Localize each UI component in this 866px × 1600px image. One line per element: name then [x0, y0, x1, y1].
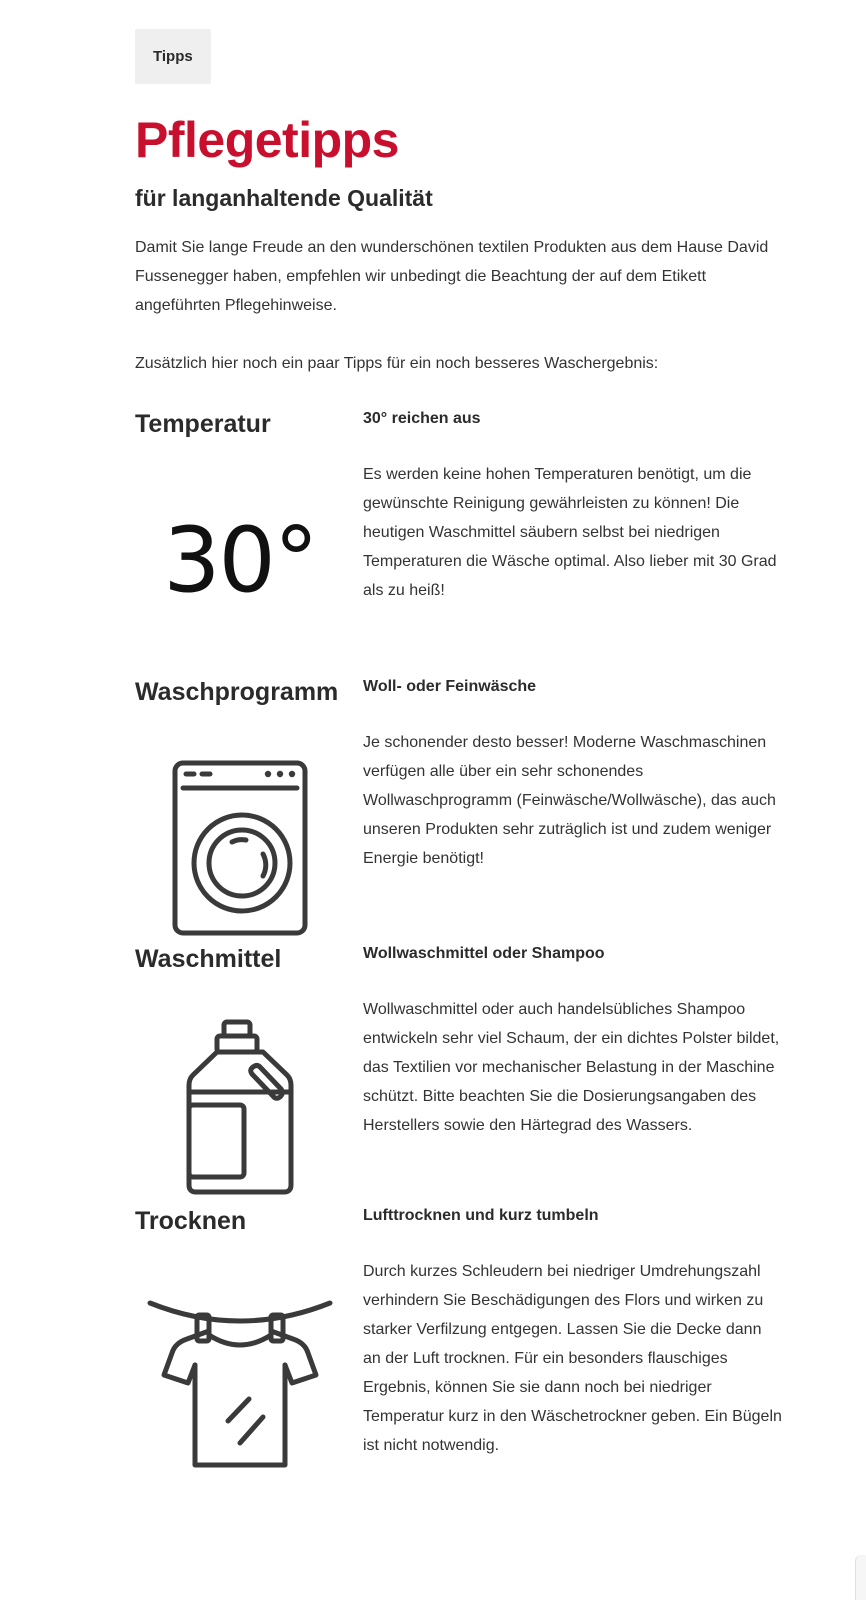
section-text: Es werden keine hohen Temperaturen benötigt, um die gewünschte Reinigung gewährleisten zu können! Die heutigen Waschmittel säubern selbst bei niedrigen Temperaturen die Wäsche optimal. Also lieber mit 30 Grad als zu heiß!: [363, 466, 777, 599]
section-subheading: 30° reichen aus: [363, 410, 481, 427]
section-heading: Waschmittel: [135, 945, 282, 973]
section-heading: Trocknen: [135, 1207, 247, 1235]
section-heading: Waschprogramm: [135, 678, 339, 706]
washing-machine-icon: [135, 758, 345, 938]
intro-paragraph-1: Damit Sie lange Freude an den wunderschönen textilen Produkten aus dem Hause David Fussenegger haben, empfehlen wir unbedingt die Beachtung der auf dem Etikett angeführten Pflegehinweise.: [135, 239, 769, 314]
detergent-bottle-icon: [135, 1017, 345, 1197]
page-title: Pflegetipps: [135, 112, 399, 168]
section-subheading: Woll- oder Feinwäsche: [363, 678, 537, 695]
section-subheading: Lufttrocknen und kurz tumbeln: [363, 1207, 599, 1224]
30-degree-label: 30°: [163, 508, 317, 613]
section-content: [363, 408, 783, 605]
section-text: Je schonender desto besser! Moderne Waschmaschinen verfügen alle über ein sehr schonendes Wollwaschprogramm (Feinwäsche/Wollwäsche), das auch unseren Produkten sehr zuträglich ist und zudem weniger Energie benötigt!: [363, 734, 776, 867]
section-content: [363, 943, 783, 1140]
side-scroll-tab[interactable]: [855, 1555, 866, 1600]
section-subheading: Wollwaschmittel oder Shampoo: [363, 945, 605, 962]
section-content: [363, 1205, 783, 1460]
section-text: Durch kurzes Schleudern bei niedriger Umdrehungszahl verhindern Sie Beschädigungen des Flors und wirken zu starker Verfilzung entgegen. Lassen Sie die Decke dann an der Luft trocknen. Für ein besonders flauschiges Ergebnis, können Sie sie dann noch bei niedriger Temperatur kurz in den Wäschetrockner geben. Ein Bügeln ist nicht notwendig.: [363, 1263, 782, 1454]
care-tips-page: [135, 29, 795, 378]
intro-text: [135, 233, 795, 378]
section-content: [363, 676, 783, 873]
tag-tipps[interactable]: Tipps: [135, 29, 211, 84]
section-text: Wollwaschmittel oder auch handelsübliches Shampoo entwickeln sehr viel Schaum, der ein dichtes Polster bildet, das Textilien vor mechanischer Belastung in der Maschine schützt. Bitte beachten Sie die Dosierungsangaben des Herstellers sowie den Härtegrad des Wassers.: [363, 1001, 780, 1134]
intro-paragraph-2: Zusätzlich hier noch ein paar Tipps für ein noch besseres Waschergebnis:: [135, 355, 659, 372]
section-heading: Temperatur: [135, 410, 271, 438]
page-subtitle: für langanhaltende Qualität: [135, 185, 433, 211]
30-degree-icon: [135, 508, 345, 613]
clothesline-shirt-icon: [135, 1297, 345, 1477]
